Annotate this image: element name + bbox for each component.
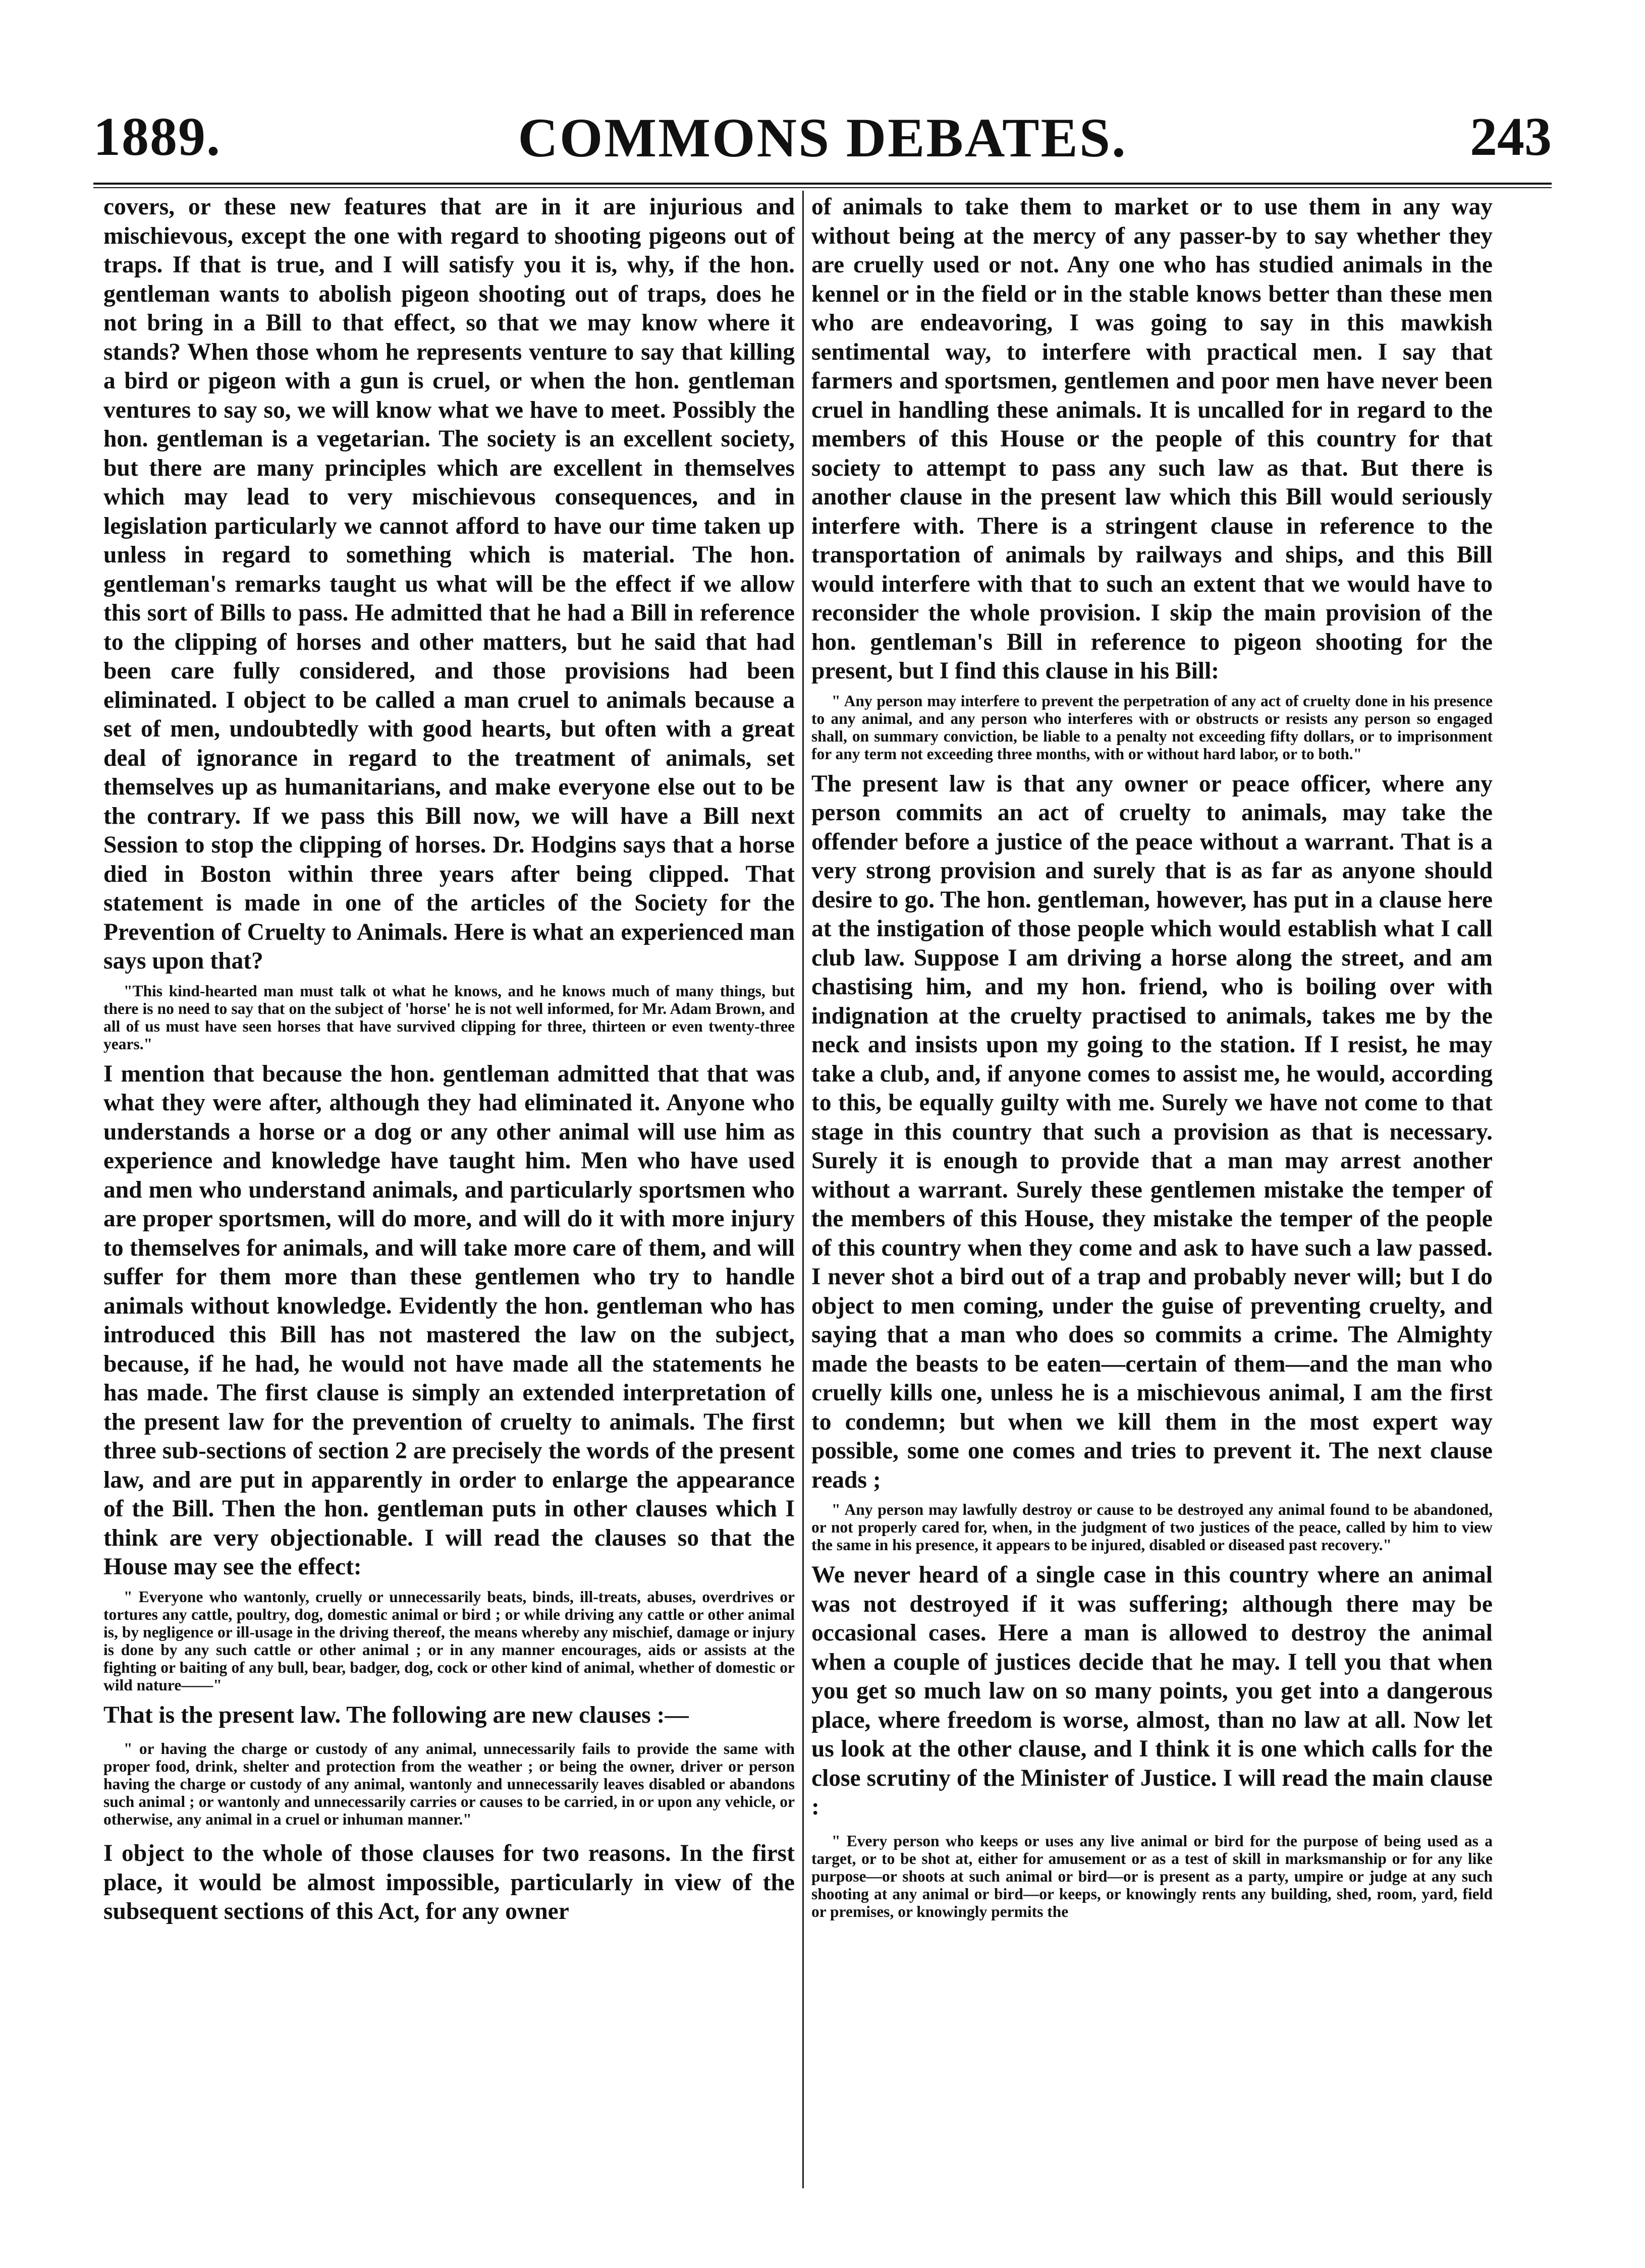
- header-year: 1889.: [93, 107, 221, 167]
- paragraph: I mention that because the hon. gentleman admitted that that was what they were after, although they had eliminated it. Anyone who understands a horse or a dog or any other animal will use him as experience and knowledge have taught him. Men who have used and men who understand animals, and particularly sportsmen who are proper sportsmen, will do more, and will do it with more injury to themselves for animals, and will take more care of them, and will suffer for them more than these gentlemen who try to handle animals without knowledge. Evidently the hon. gentleman who has introduced this Bill has not mastered the law on the subject, because, if he had, he would not have made all the statements he has made. The first clause is simply an extended interpretation of the present law for the prevention of cruelty to animals. The first three sub-sections of section 2 are precisely the words of the present law, and are put in apparently in order to enlarge the appearance of the Bill. Then the hon. gentleman puts in other clauses which I think are very objectionable. I will read the clauses so that the House may see the effect:: [103, 1060, 795, 1580]
- running-title: COMMONS DEBATES.: [518, 107, 1127, 168]
- block-quote: " Any person may lawfully destroy or cause to be destroyed any animal found to be abandoned, or not properly cared for, when, in the judgment of two justices of the peace, called by him to view the same in his presence, it appears to be injured, disabled or diseased past recovery.": [811, 1501, 1493, 1554]
- block-quote: " Every person who keeps or uses any live animal or bird for the purpose of being used as a target, or to be shot at, either for amusement or as a test of skill in marksmanship or for any like purpose—or shoots at such animal or bird—or is present as a party, umpire or judge at any such shooting at any animal or bird—or keeps, or knowingly rents any building, shed, room, yard, field or premises, or knowingly permits the: [811, 1832, 1493, 1920]
- header-rule: [93, 183, 1552, 185]
- paragraph: The present law is that any owner or peace officer, where any person commits an act of cruelty to animals, may take the offender before a justice of the peace without a warrant. That is a very strong provision and surely that is as far as anyone should desire to go. The hon. gentleman, however, has put in a clause here at the instigation of those people which would establish what I call club law. Suppose I am driving a horse along the street, and am chastising him, and my hon. friend, who is boiling over with indignation at the cruelty practised to animals, takes me by the neck and insists upon my going to the station. If I resist, he may take a club, and, if anyone comes to assist me, he would, according to this, be equally guilty with me. Surely we have not come to that stage in this country that such a provision as that is necessary. Surely it is enough to provide that a man may arrest another without a warrant. Surely these gentlemen mistake the temper of the members of this House, they mistake the temper of the people of this country when they come and ask to have such a law passed. I never shot a bird out of a trap and probably never will; but I do object to men coming, under the guise of preventing cruelty, and saying that a man who does so commits a crime. The Almighty made the beasts to be eaten—certain of them—and the man who cruelly kills one, unless he is a mischievous animal, I am the first to condemn; but when we kill them in the most expert way possible, some one comes and tries to prevent it. The next clause reads ;: [811, 770, 1493, 1493]
- header-rule-thin: [93, 187, 1552, 188]
- paragraph: That is the present law. The following are new clauses :—: [103, 1702, 689, 1728]
- block-quote: "This kind-hearted man must talk ot what he knows, and he knows much of many things, but there is no need to say that on the subject of 'horse' he is not well informed, for Mr. Adam Brown, and all of us must have seen horses that have survived clipping for three, thirteen or even twenty-three years.": [103, 982, 795, 1053]
- paragraph: of animals to take them to market or to use them in any way without being at the mercy of any passer-by to say whether they are cruelly used or not. Any one who has studied animals in the kennel or in the field or in the stable knows better than these men who are endeavoring, I was going to say in this mawkish sentimental way, to interfere with practical men. I say that farmers and sportsmen, gentlemen and poor men have never been cruel in handling these animals. It is uncalled for in regard to the members of this House or the people of this country for that society to attempt to pass any such law as that. But there is another clause in the present law which this Bill would seriously interfere with. There is a stringent clause in reference to the transportation of animals by railways and ships, and this Bill would interfere with that to such an extent that we would have to reconsider the whole provision. I skip the main provision of the hon. gentleman's Bill in reference to pigeon shooting for the present, but I find this clause in his Bill:: [811, 194, 1493, 684]
- column-divider: [802, 191, 804, 2188]
- paragraph: covers, or these new features that are in it are injurious and mischievous, except the one with regard to shooting pigeons out of traps. If that is true, and I will satisfy you it is, why, if the hon. gentleman wants to abolish pigeon shooting out of traps, does he not bring in a Bill to that effect, so that we may know where it stands? When those whom he represents venture to say that killing a bird or pigeon with a gun is cruel, or when the hon. gentleman ventures to say so, we will know what we have to meet. Possibly the hon. gentleman is a vegetarian. The society is an excellent society, but there are many principles which are excellent in themselves which may lead to very mischievous consequences, and in legislation particularly we cannot afford to have our time taken up unless in regard to something which is material. The hon. gentleman's remarks taught us what will be the effect if we allow this sort of Bills to pass. He admitted that he had a Bill in reference to the clipping of horses and other matters, but he said that had been care fully considered, and those provisions had been eliminated. I object to be called a man cruel to animals because a set of men, undoubtedly with good hearts, but often with a great deal of ignorance in regard to the treatment of animals, set themselves up as humanitarians, and make everyone else out to be the contrary. If we pass this Bill now, we will have a Bill next Session to stop the clipping of horses. Dr. Hodgins says that a horse died in Boston within three years after being clipped. That statement is made in one of the articles of the Society for the Prevention of Cruelty to Animals. Here is what an experienced man says upon that?: [103, 194, 795, 974]
- paragraph: We never heard of a single case in this country where an animal was not destroyed if it was suffering; although there may be occasional cases. Here a man is allowed to destroy the animal when a couple of justices decide that he may. I tell you that when you get so much law on so many points, you get into a dangerous place, where freedom is worse, almost, than no law at all. Now let us look at the other clause, and I think it is one which calls for the close scrutiny of the Minister of Justice. I will read the main clause :: [811, 1562, 1493, 1820]
- block-quote: " or having the charge or custody of any animal, unnecessarily fails to provide the same with proper food, drink, shelter and protection from the weather ; or being the owner, driver or person having the charge or custody of any animal, wantonly and unnecessarily leaves disabled or abandons such animal ; or wantonly and unnecessarily carries or causes to be carried, in or upon any vehicle, or otherwise, any animal in a cruel or inhuman manner.": [103, 1740, 795, 1828]
- paragraph: I object to the whole of those clauses for two reasons. In the first place, it would be almost impossible, particularly in view of the subsequent sections of this Act, for any owner: [103, 1840, 795, 1924]
- left-column: [103, 193, 795, 1926]
- block-quote: " Any person may interfere to prevent the perpetration of any act of cruelty done in his presence to any animal, and any person who interferes with or obstructs or resists any person so engaged shall, on summary conviction, be liable to a penalty not exceeding fifty dollars, or to imprisonment for any term not exceeding three months, with or without hard labor, or to both.": [811, 692, 1493, 763]
- page-number: 243: [1470, 107, 1552, 167]
- right-column: [811, 193, 1493, 1927]
- page-header: [93, 106, 1552, 177]
- block-quote: " Everyone who wantonly, cruelly or unnecessarily beats, binds, ill-treats, abuses, overdrives or tortures any cattle, poultry, dog, domestic animal or bird ; or while driving any cattle or other animal is, by negligence or ill-usage in the driving thereof, the means whereby any mischief, damage or injury is done by any such cattle or other animal ; or in any manner encourages, aids or assists at the fighting or baiting of any bull, bear, badger, dog, cock or other kind of animal, whether of domestic or wild nature——": [103, 1587, 795, 1694]
